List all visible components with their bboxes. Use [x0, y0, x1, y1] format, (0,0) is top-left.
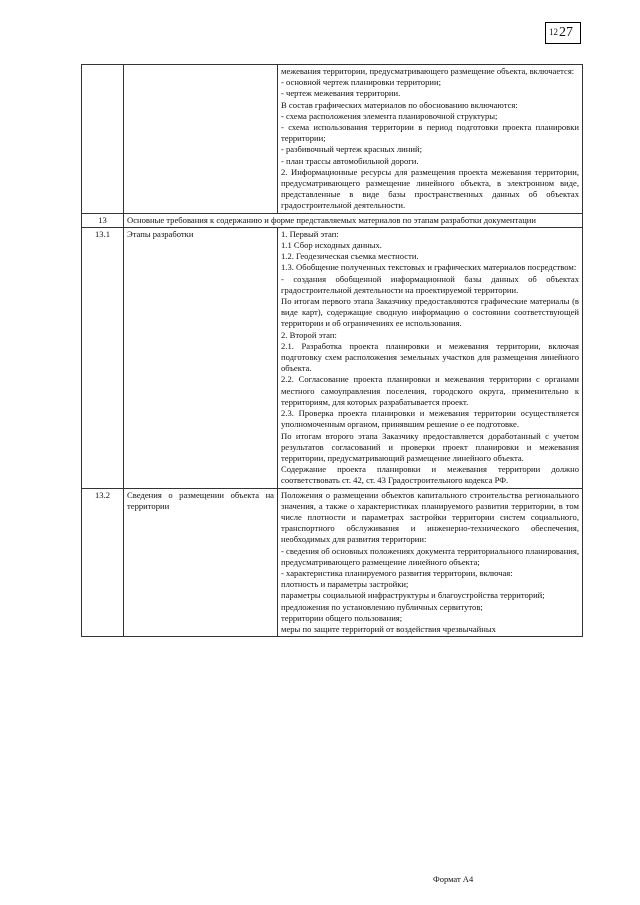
paragraph: - чертеж межевания территории. [281, 88, 401, 99]
page-number: 27 [559, 25, 573, 40]
paragraph: плотность и параметры застройки; [281, 579, 409, 590]
page-number-box [545, 22, 581, 44]
paragraph: В состав графических материалов по обоснованию включаются: [281, 99, 518, 110]
row-content [278, 488, 583, 637]
row-label [124, 65, 278, 214]
paragraph: 2. Информационные ресурсы для размещения проекта межевания территории, предусматривающего размещение линейного объекта, в электронном виде, представленные в виде базы пространственных данных об объектах градостроительной деятельности. [281, 166, 579, 211]
paragraph: - разбивочный чертеж красных линий; [281, 144, 422, 155]
table-row [82, 488, 583, 637]
table-row [82, 65, 583, 214]
paragraph: Положения о размещении объектов капитального строительства регионального значения, а также о характеристиках планируемого развития территории, в том числе плотности и параметрах застройки территории систем социального, транспортного обслуживания и инженерно-технического обеспечения, необходимых для развития территории: [281, 489, 579, 545]
paragraph: 1.1 Сбор исходных данных. [281, 240, 382, 251]
paragraph: - схема расположения элемента планировочной структуры; [281, 110, 498, 121]
paragraph: 2.2. Согласование проекта планировки и межевания территории с органами местного самоуправления поселения, городского округа, применительно к территориям, для которых разрабатывается проект. [281, 374, 579, 407]
label-text: Сведения о размещении объекта на территории [127, 489, 274, 511]
paragraph: параметры социальной инфраструктуры и благоустройства территорий; [281, 590, 545, 601]
table-row [82, 227, 583, 488]
row-number: 13.1 [82, 227, 124, 488]
paragraph: 1.2. Геодезическая съемка местности. [281, 251, 419, 262]
paragraph: - характеристика планируемого развития территории, включая: [281, 567, 513, 578]
paragraph: По итогам первого этапа Заказчику предоставляются графические материалы (в виде карт), содержащие сводную информацию о состоянии соответствующей территории и об ограничениях ее использования. [281, 296, 579, 329]
paragraph: 1. Первый этап: [281, 228, 339, 239]
paragraph: межевания территории, предусматривающего размещение объекта, включается: [281, 66, 575, 76]
row-content [278, 227, 583, 488]
table-row-section [82, 213, 583, 227]
paragraph: - план трассы автомобильной дороги. [281, 155, 419, 166]
paragraph: - схема использования территории в период подготовки проекта планировки территории; [281, 122, 579, 144]
label-text: Этапы разработки [127, 228, 194, 239]
paragraph: меры по защите территорий от воздействия чрезвычайных [281, 623, 496, 634]
paragraph: предложения по установлению публичных сервитутов; [281, 601, 483, 612]
section-title: Основные требования к содержанию и форме представляемых материалов по этапам разработки документации [124, 213, 583, 227]
row-number: 13 [82, 213, 124, 227]
row-label [124, 488, 278, 637]
paragraph: По итогам второго этапа Заказчику предоставляется доработанный с учетом результатов согласований и проверки проект планировки и межевания территории, предусматривающий размещение линейного объекта. [281, 430, 579, 463]
row-label [124, 227, 278, 488]
paragraph: Содержание проекта планировки и межевания территории должно соответствовать ст. 42, ст. 43 Градостроительного кодекса РФ. [281, 464, 579, 486]
paragraph: - основной чертеж планировки территории; [281, 77, 441, 88]
row-number: 13.2 [82, 488, 124, 637]
paragraph: 2.3. Проверка проекта планировки и межевания территории осуществляется уполномоченным органом, принявшим решение о ее подготовке. [281, 408, 579, 430]
paragraph: - сведения об основных положениях документа территориального планирования, предусматривающего размещение линейного объекта; [281, 545, 579, 567]
paragraph: 2. Второй этап: [281, 329, 337, 340]
paragraph: территории общего пользования; [281, 612, 403, 623]
paragraph: - создания обобщенной информационной базы данных об объектах градостроительной деятельности на проектируемой территории. [281, 273, 579, 295]
row-content [278, 65, 583, 214]
paragraph: 2.1. Разработка проекта планировки и межевания территории, включая подготовку схем расположения земельных участков для размещения линейного объекта. [281, 340, 579, 374]
page-number-small: 12 [549, 27, 558, 37]
paragraph: 1.3. Обобщение полученных текстовых и графических материалов посредством: [281, 262, 577, 273]
requirements-table [81, 64, 583, 637]
page-format-footer: Формат А4 [433, 874, 474, 884]
row-number [82, 65, 124, 214]
